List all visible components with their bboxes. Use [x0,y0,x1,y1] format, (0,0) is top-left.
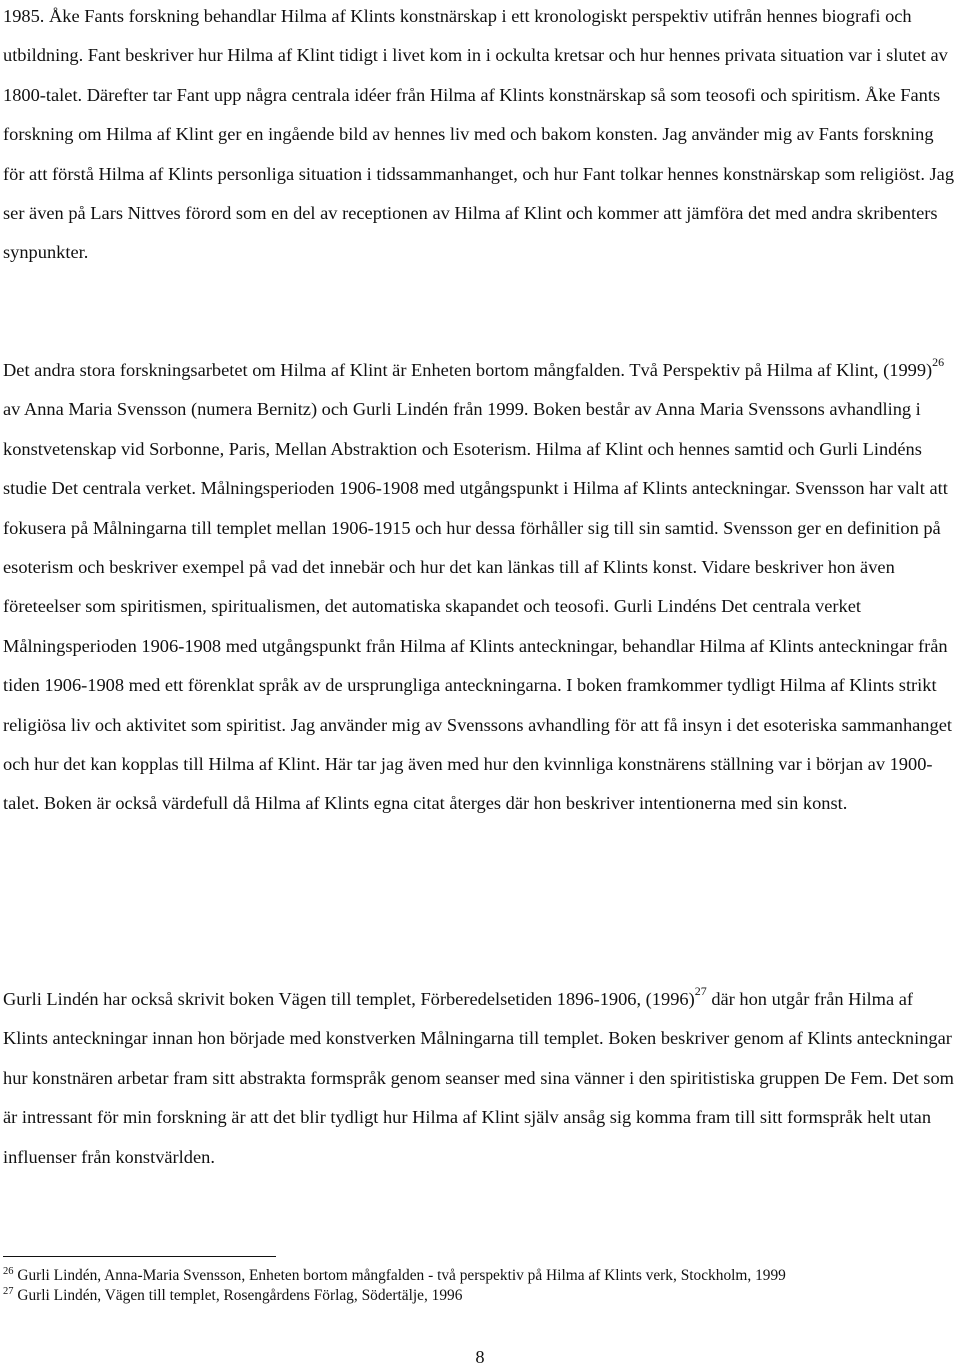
footnote-number: 26 [3,1266,14,1277]
paragraph-enheten-bortom-mangfalden [3,351,957,824]
footnote-text: Gurli Lindén, Vägen till templet, Rosengårdens Förlag, Södertälje, 1996 [13,1287,463,1304]
footnotes [3,1266,957,1306]
paragraph-text: 1985. Åke Fants forskning behandlar Hilma af Klints konstnärskap i ett kronologiskt perspektiv utifrån hennes biografi och utbildning. Fant beskriver hur Hilma af Klint tidigt i livet kom in i ockulta kretsar och hur hennes privata situation var i slutet av 1800-talet. Därefter tar Fant upp några centrala idéer från Hilma af Klints konstnärskap så som teosofi och spiritism. Åke Fants forskning om Hilma af Klint ger en ingående bild av hennes liv med och bakom konsten. Jag använder mig av Fants forskning för att förstå Hilma af Klints personliga situation i tidssammanhanget, och hur Fant tolkar hennes konstnärskap som religiöst. Jag ser även på Lars Nittves förord som en del av receptionen av Hilma af Klint och kommer att jämföra det med andra skribenters synpunkter. [3,6,955,263]
paragraph-text: av Anna Maria Svensson (numera Bernitz) och Gurli Lindén från 1999. Boken består av Anna Maria Svenssons avhandling i konstvetenskap vid Sorbonne, Paris, Mellan Abstraktion och Esoterism. Hilma af Klint och hennes samtid och Gurli Lindéns studie Det centrala verket. Målningsperioden 1906-1908 med utgångspunkt i Hilma af Klints anteckningar. Svensson har valt att fokusera på Målningarna till templet mellan 1906-1915 och hur dessa förhåller sig till sin samtid. Svensson ger en definition på esoterism och beskriver exempel på vad det innebär och hur det kan länkas till af Klints konst. Vidare beskriver hon även företeelser som spiritismen, spiritualismen, det automatiska skapandet och teosofi. Gurli Lindéns Det centrala verket Målningsperioden 1906-1908 med utgångspunkt från Hilma af Klints anteckningar, behandlar Hilma af Klints anteckningar från tiden 1906-1908 med ett förenklat språk av de ursprungliga anteckningarna. I boken framkommer tydligt Hilma af Klints strikt religiösa liv och aktivitet som spiritist. Jag använder mig av Svenssons avhandling för att få insyn i det esoteriska sammanhanget och hur det kan kopplas till Hilma af Klint. Här tar jag även med hur den kvinnliga konstnärens ställning var i början av 1900-talet. Boken är också värdefull då Hilma af Klints egna citat återges där hon beskriver intentionerna med sin konst. [3,399,952,814]
paragraph-vagen-till-templet [3,980,957,1177]
paragraph-text: Gurli Lindén har också skrivit boken Vägen till templet, Förberedelsetiden 1896-1906, (1996) [3,989,695,1009]
paragraph-text: Det andra stora forskningsarbetet om Hilma af Klint är Enheten bortom mångfalden. Två Perspektiv på Hilma af Klint, (1999) [3,360,933,380]
footnote-text: Gurli Lindén, Anna-Maria Svensson, Enheten bortom mångfalden - två perspektiv på Hilma af Klints verk, Stockholm, 1999 [13,1267,786,1284]
paragraph-fant-research [3,0,957,273]
footnote-number: 27 [3,1286,14,1297]
paragraph-text: där hon utgår från Hilma af Klints anteckningar innan hon började med konstverken Målningarna till templet. Boken beskriver genom af Klints anteckningar hur konstnären arbetar fram sitt abstrakta formspråk genom seanser med sina vänner i den spiritistiska gruppen De Fem. Det som är intressant för min forskning är att det blir tydligt hur Hilma af Klint själv ansåg sig komma fram till sitt formspråk helt utan influenser från konstvärlden. [3,989,954,1167]
footnote-27 [3,1286,957,1306]
footnote-26 [3,1266,957,1286]
footnote-ref-26[interactable]: 26 [932,355,945,369]
footnote-divider [3,1256,276,1257]
footnote-ref-27[interactable]: 27 [694,984,707,998]
page-number: 8 [475,1347,485,1367]
